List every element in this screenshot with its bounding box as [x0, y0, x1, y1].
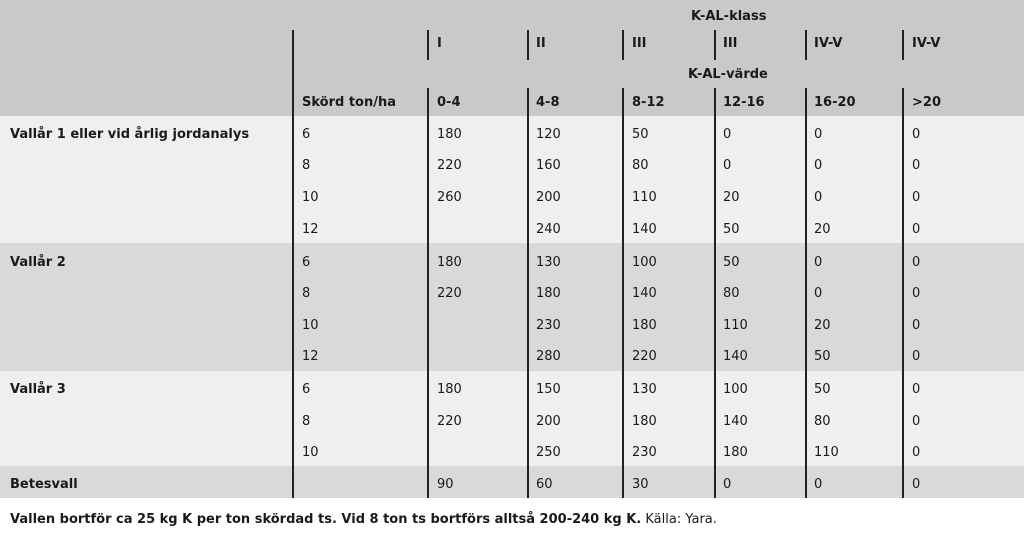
yield-cell: 10	[302, 190, 319, 205]
class-header: II	[536, 36, 546, 51]
value-cell: 50	[814, 349, 831, 364]
range-header: 4-8	[536, 95, 560, 110]
range-header: 16-20	[814, 95, 856, 110]
yield-cell: 8	[302, 286, 311, 301]
yield-column-header: Skörd ton/ha	[302, 95, 397, 110]
value-cell: 0	[912, 477, 921, 492]
value-cell: 140	[632, 286, 657, 301]
value-cell: 120	[536, 127, 561, 142]
value-cell: 110	[814, 445, 839, 460]
range-header: 8-12	[632, 95, 665, 110]
group-band-betesvall	[0, 466, 1024, 498]
range-header: 12-16	[723, 95, 765, 110]
col-divider	[902, 88, 904, 498]
value-cell: 180	[437, 255, 462, 270]
group-title-varde: K-AL-värde	[688, 67, 768, 82]
group-band-vallar2	[0, 243, 1024, 371]
value-cell: 200	[536, 190, 561, 205]
col-divider	[714, 30, 716, 60]
row-group-label: Vallår 2	[10, 255, 66, 270]
col-divider	[427, 88, 429, 498]
yield-cell: 12	[302, 349, 319, 364]
value-cell: 220	[632, 349, 657, 364]
yield-cell: 12	[302, 222, 319, 237]
value-cell: 90	[437, 477, 454, 492]
yield-cell: 8	[302, 414, 311, 429]
table-footnote	[10, 512, 717, 528]
value-cell: 0	[912, 158, 921, 173]
value-cell: 0	[912, 222, 921, 237]
value-cell: 100	[632, 255, 657, 270]
value-cell: 280	[536, 349, 561, 364]
class-header: I	[437, 36, 442, 51]
table-header	[0, 0, 1024, 116]
value-cell: 20	[814, 318, 831, 333]
value-cell: 20	[723, 190, 740, 205]
col-divider	[805, 88, 807, 498]
value-cell: 180	[437, 382, 462, 397]
value-cell: 130	[536, 255, 561, 270]
value-cell: 180	[536, 286, 561, 301]
value-cell: 240	[536, 222, 561, 237]
value-cell: 140	[723, 349, 748, 364]
value-cell: 0	[912, 190, 921, 205]
value-cell: 0	[912, 286, 921, 301]
col-divider	[622, 88, 624, 498]
class-header: III	[723, 36, 738, 51]
value-cell: 0	[814, 286, 823, 301]
value-cell: 160	[536, 158, 561, 173]
value-cell: 0	[912, 127, 921, 142]
value-cell: 0	[814, 477, 823, 492]
yield-cell: 6	[302, 255, 311, 270]
value-cell: 80	[723, 286, 740, 301]
value-cell: 0	[723, 127, 732, 142]
value-cell: 80	[632, 158, 649, 173]
range-header: >20	[912, 95, 941, 110]
class-header: III	[632, 36, 647, 51]
value-cell: 30	[632, 477, 649, 492]
col-divider	[622, 30, 624, 60]
yield-cell: 10	[302, 445, 319, 460]
value-cell: 0	[912, 445, 921, 460]
value-cell: 220	[437, 158, 462, 173]
value-cell: 150	[536, 382, 561, 397]
value-cell: 140	[632, 222, 657, 237]
value-cell: 140	[723, 414, 748, 429]
range-header: 0-4	[437, 95, 461, 110]
value-cell: 230	[632, 445, 657, 460]
col-divider	[805, 30, 807, 60]
value-cell: 50	[723, 222, 740, 237]
value-cell: 200	[536, 414, 561, 429]
col-divider	[527, 30, 529, 60]
value-cell: 100	[723, 382, 748, 397]
value-cell: 260	[437, 190, 462, 205]
col-divider	[427, 30, 429, 60]
class-header: IV-V	[814, 36, 843, 51]
footnote-main: Vallen bortför ca 25 kg K per ton skördad ts. Vid 8 ton ts bortförs alltså 200-240 kg K.	[10, 512, 642, 527]
value-cell: 220	[437, 414, 462, 429]
value-cell: 250	[536, 445, 561, 460]
value-cell: 110	[632, 190, 657, 205]
footnote-source: Källa: Yara.	[641, 512, 717, 527]
value-cell: 20	[814, 222, 831, 237]
value-cell: 230	[536, 318, 561, 333]
class-header: IV-V	[912, 36, 941, 51]
col-divider	[714, 88, 716, 498]
value-cell: 0	[814, 158, 823, 173]
col-divider	[527, 88, 529, 498]
yield-cell: 6	[302, 382, 311, 397]
value-cell: 80	[814, 414, 831, 429]
value-cell: 0	[814, 190, 823, 205]
value-cell: 50	[723, 255, 740, 270]
value-cell: 180	[723, 445, 748, 460]
value-cell: 0	[912, 318, 921, 333]
col-divider	[292, 30, 294, 498]
value-cell: 0	[723, 158, 732, 173]
col-divider	[902, 30, 904, 60]
group-band-vallar3	[0, 371, 1024, 466]
value-cell: 110	[723, 318, 748, 333]
value-cell: 60	[536, 477, 553, 492]
yield-cell: 6	[302, 127, 311, 142]
value-cell: 0	[814, 255, 823, 270]
value-cell: 0	[723, 477, 732, 492]
row-group-label: Vallår 1 eller vid årlig jordanalys	[10, 127, 250, 142]
value-cell: 180	[632, 318, 657, 333]
value-cell: 180	[437, 127, 462, 142]
value-cell: 0	[912, 255, 921, 270]
value-cell: 0	[912, 414, 921, 429]
row-group-label: Vallår 3	[10, 382, 66, 397]
value-cell: 0	[814, 127, 823, 142]
yield-cell: 10	[302, 318, 319, 333]
value-cell: 220	[437, 286, 462, 301]
value-cell: 130	[632, 382, 657, 397]
value-cell: 0	[912, 349, 921, 364]
value-cell: 50	[632, 127, 649, 142]
value-cell: 180	[632, 414, 657, 429]
row-group-label: Betesvall	[10, 477, 78, 492]
group-title-klass: K-AL-klass	[691, 9, 767, 24]
yield-cell: 8	[302, 158, 311, 173]
value-cell: 0	[912, 382, 921, 397]
value-cell: 50	[814, 382, 831, 397]
